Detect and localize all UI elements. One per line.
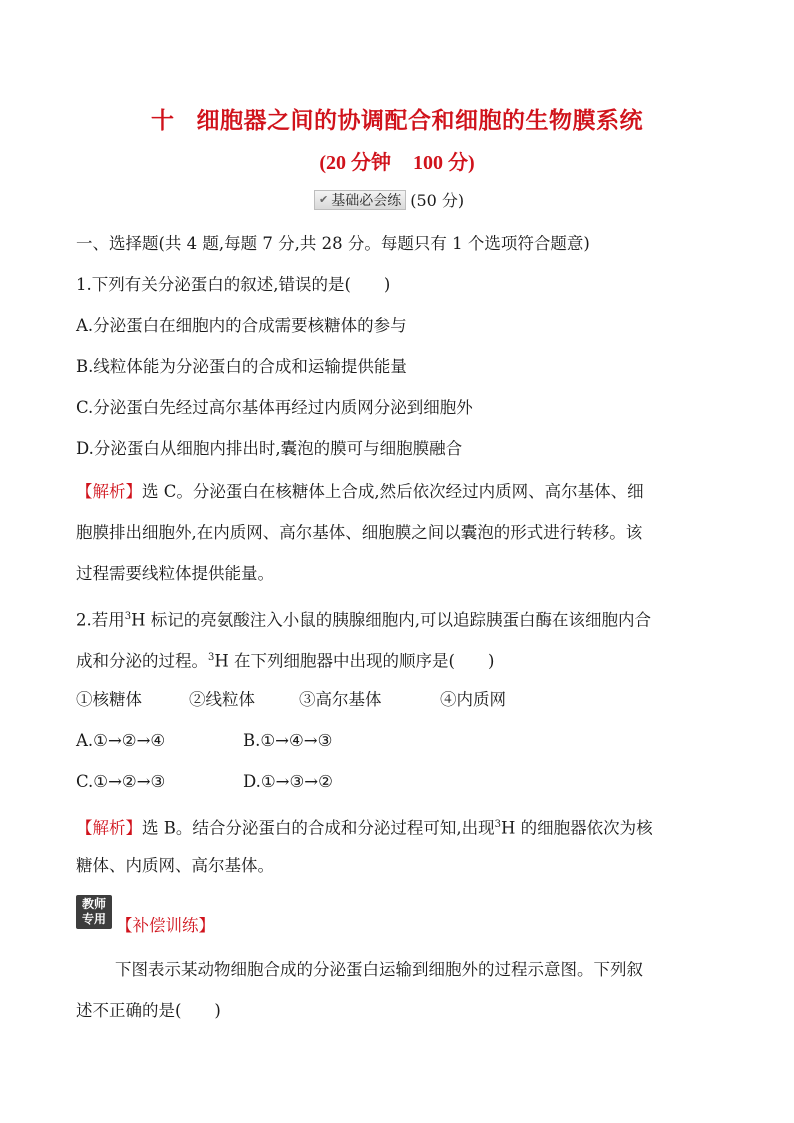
teacher-only-badge: 教师 专用 (76, 895, 112, 929)
time-score-line (0, 146, 794, 175)
q1-analysis-line-2: 胞膜排出细胞外,在内质网、高尔基体、细胞膜之间以囊泡的形式进行转移。该 (76, 523, 643, 542)
q1-option-a: A.分泌蛋白在细胞内的合成需要核糖体的参与 (76, 316, 407, 335)
q2-organelle-1: ①核糖体 (76, 690, 142, 709)
q2-organelle-4: ④内质网 (440, 690, 506, 709)
lesson-title: 细胞器之间的协调配合和细胞的生物膜系统 (196, 108, 643, 134)
checkmark-icon: ✔ (319, 193, 329, 206)
q2-option-c: C.①→②→③ (76, 772, 166, 791)
q1-option-b: B.线粒体能为分泌蛋白的合成和运输提供能量 (76, 357, 407, 376)
time-limit: (20 分钟 (319, 152, 391, 174)
q2-organelle-3: ③高尔基体 (299, 690, 382, 709)
q2-stem-line-1: 2.若用$^3$H 标记的亮氨酸注入小鼠的胰腺细胞内,可以追踪胰蛋白酶在该细胞内合 (76, 610, 652, 630)
q1-option-d: D.分泌蛋白从细胞内排出时,囊泡的膜可与细胞膜融合 (76, 439, 463, 458)
section-header (314, 188, 464, 211)
page-title (0, 102, 794, 135)
q2-option-b: B.①→④→③ (243, 731, 333, 750)
lesson-number: 十 (151, 108, 175, 134)
section-badge-label: 基础必会练 (331, 192, 402, 209)
q1-option-c: C.分泌蛋白先经过高尔基体再经过内质网分泌到细胞外 (76, 398, 473, 417)
q1-analysis-line-1: 【解析】选 C。分泌蛋白在核糖体上合成,然后依次经过内质网、高尔基体、细 (76, 482, 644, 501)
q2-option-a: A.①→②→④ (76, 731, 166, 750)
q2-analysis-tag: 【解析】 (76, 818, 142, 838)
total-score: 100 分) (413, 152, 475, 174)
compensation-tag: 【补偿训练】 (116, 916, 215, 935)
part-heading: 一、选择题(共 4 题,每题 7 分,共 28 分。每题只有 1 个选项符合题意) (76, 234, 590, 253)
section-score: (50 分) (410, 191, 465, 210)
q2-organelle-2: ②线粒体 (189, 690, 255, 709)
q2-analysis-line-2: 糖体、内质网、高尔基体。 (76, 856, 274, 875)
section-badge (314, 190, 406, 210)
q1-analysis-tag: 【解析】 (76, 482, 142, 501)
q2-stem-line-2: 成和分泌的过程。$^3$H 在下列细胞器中出现的顺序是( ) (76, 651, 495, 671)
comp-question-line-2: 述不正确的是( ) (76, 1001, 221, 1020)
q2-analysis-line-1: 【解析】选 B。结合分泌蛋白的合成和分泌过程可知,出现$^3$H 的细胞器依次为核 (76, 818, 653, 838)
q1-analysis-line-3: 过程需要线粒体提供能量。 (76, 564, 274, 583)
q1-stem: 1.下列有关分泌蛋白的叙述,错误的是( ) (76, 275, 391, 294)
q2-option-d: D.①→③→② (243, 772, 333, 791)
comp-question-line-1: 下图表示某动物细胞合成的分泌蛋白运输到细胞外的过程示意图。下列叙 (115, 960, 643, 979)
